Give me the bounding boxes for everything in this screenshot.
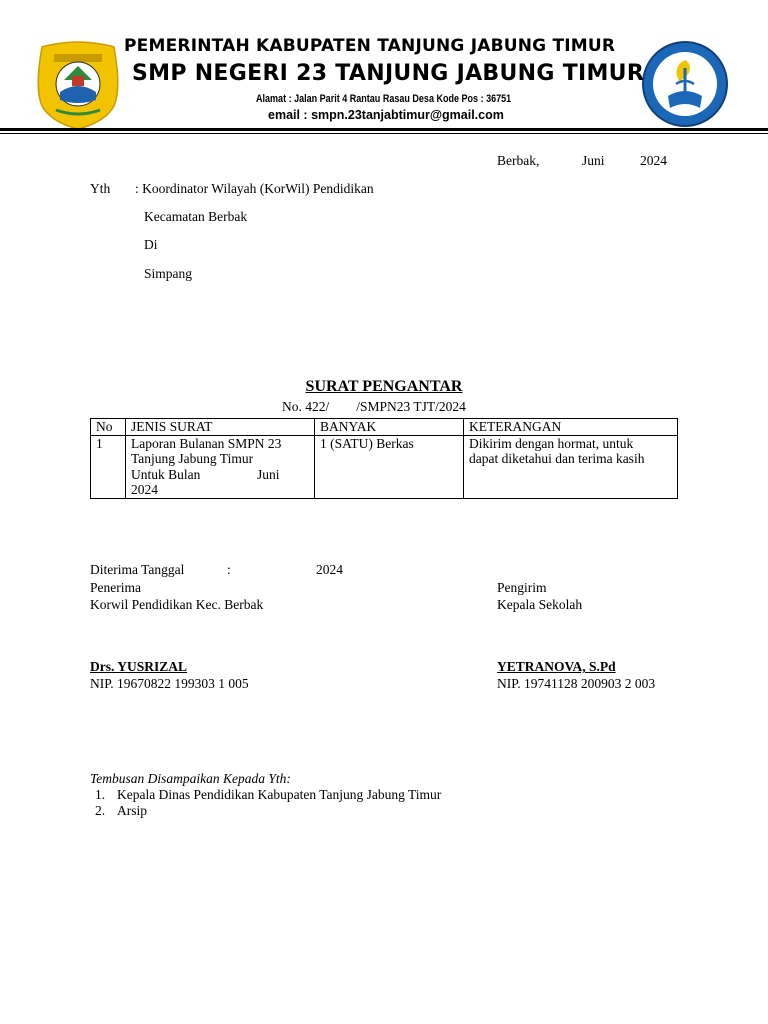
left-sign-nip: NIP. 19670822 199303 1 005 — [90, 676, 249, 691]
cc-item-1-text: Kepala Dinas Pendidikan Kabupaten Tanjung Jabung Timur — [117, 787, 442, 802]
table-row — [91, 435, 678, 498]
jenis-line1: Laporan Bulanan SMPN 23 — [131, 435, 282, 451]
left-sign-role1: Penerima — [90, 580, 141, 595]
keterangan-line1: Dikirim dengan hormat, untuk — [469, 435, 634, 451]
recipient-line2: Kecamatan Berbak — [144, 209, 248, 224]
school-email: email : smpn.23tanjabtimur@gmail.com — [268, 108, 504, 122]
right-sign-nip: NIP. 19741128 200903 2 003 — [497, 676, 656, 691]
letterhead-rule-thick — [0, 128, 768, 131]
left-sign-name: Drs. YUSRIZAL — [90, 659, 188, 674]
jenis-line2: Tanjung Jabung Timur — [131, 451, 254, 466]
date-place: Berbak, — [497, 153, 540, 168]
cell-no: 1 — [91, 435, 126, 498]
school-address: Alamat : Jalan Parit 4 Rantau Rasau Desa Kode Pos : 36751 — [256, 93, 512, 105]
recipient-line1: : Koordinator Wilayah (KorWil) Pendidikan — [135, 181, 374, 196]
right-sign-role2: Kepala Sekolah — [497, 597, 583, 612]
right-sign-name: YETRANOVA, S.Pd — [497, 659, 616, 674]
jenis-line3-label: Untuk Bulan — [131, 466, 201, 482]
cell-keterangan — [464, 435, 678, 498]
cell-jenis — [126, 435, 315, 498]
received-colon: : — [227, 562, 231, 577]
cc-item-2-num: 2. — [95, 803, 106, 818]
letter-number: No. 422/ /SMPN23 TJT/2024 — [282, 399, 466, 414]
received-label: Diterima Tanggal — [90, 562, 185, 577]
recipient-line3: Di — [144, 237, 158, 252]
cc-heading: Tembusan Disampaikan Kepada Yth: — [90, 771, 291, 786]
jenis-line3-month: Juni — [257, 466, 280, 482]
col-header-no: No — [91, 419, 126, 436]
col-header-jenis: JENIS SURAT — [126, 419, 315, 436]
government-name: PEMERINTAH KABUPATEN TANJUNG JABUNG TIMUR — [124, 36, 616, 56]
letterhead-rule-thin — [0, 133, 768, 134]
right-sign-role1: Pengirim — [497, 580, 547, 595]
received-year: 2024 — [316, 562, 343, 577]
cell-banyak: 1 (SATU) Berkas — [315, 435, 464, 498]
col-header-banyak: BANYAK — [315, 419, 464, 436]
letter-table — [90, 418, 678, 499]
recipient-line4: Simpang — [144, 266, 193, 281]
letter-title: SURAT PENGANTAR — [305, 378, 463, 395]
date-year: 2024 — [640, 153, 667, 168]
cc-item-2-text: Arsip — [117, 803, 147, 818]
tut-wuri-handayani-logo — [640, 38, 730, 130]
recipient-label: Yth — [90, 181, 111, 196]
keterangan-line2: dapat diketahui dan terima kasih — [469, 451, 645, 466]
table-header-row — [91, 419, 678, 436]
date-month: Juni — [582, 153, 605, 168]
cc-item-1-num: 1. — [95, 787, 106, 802]
jenis-line4: 2024 — [131, 482, 158, 497]
jenis-line3 — [131, 467, 309, 483]
left-sign-role2: Korwil Pendidikan Kec. Berbak — [90, 597, 264, 612]
regency-logo — [34, 40, 122, 130]
school-name: SMP NEGERI 23 TANJUNG JABUNG TIMUR — [132, 61, 645, 86]
col-header-keterangan: KETERANGAN — [464, 419, 678, 436]
